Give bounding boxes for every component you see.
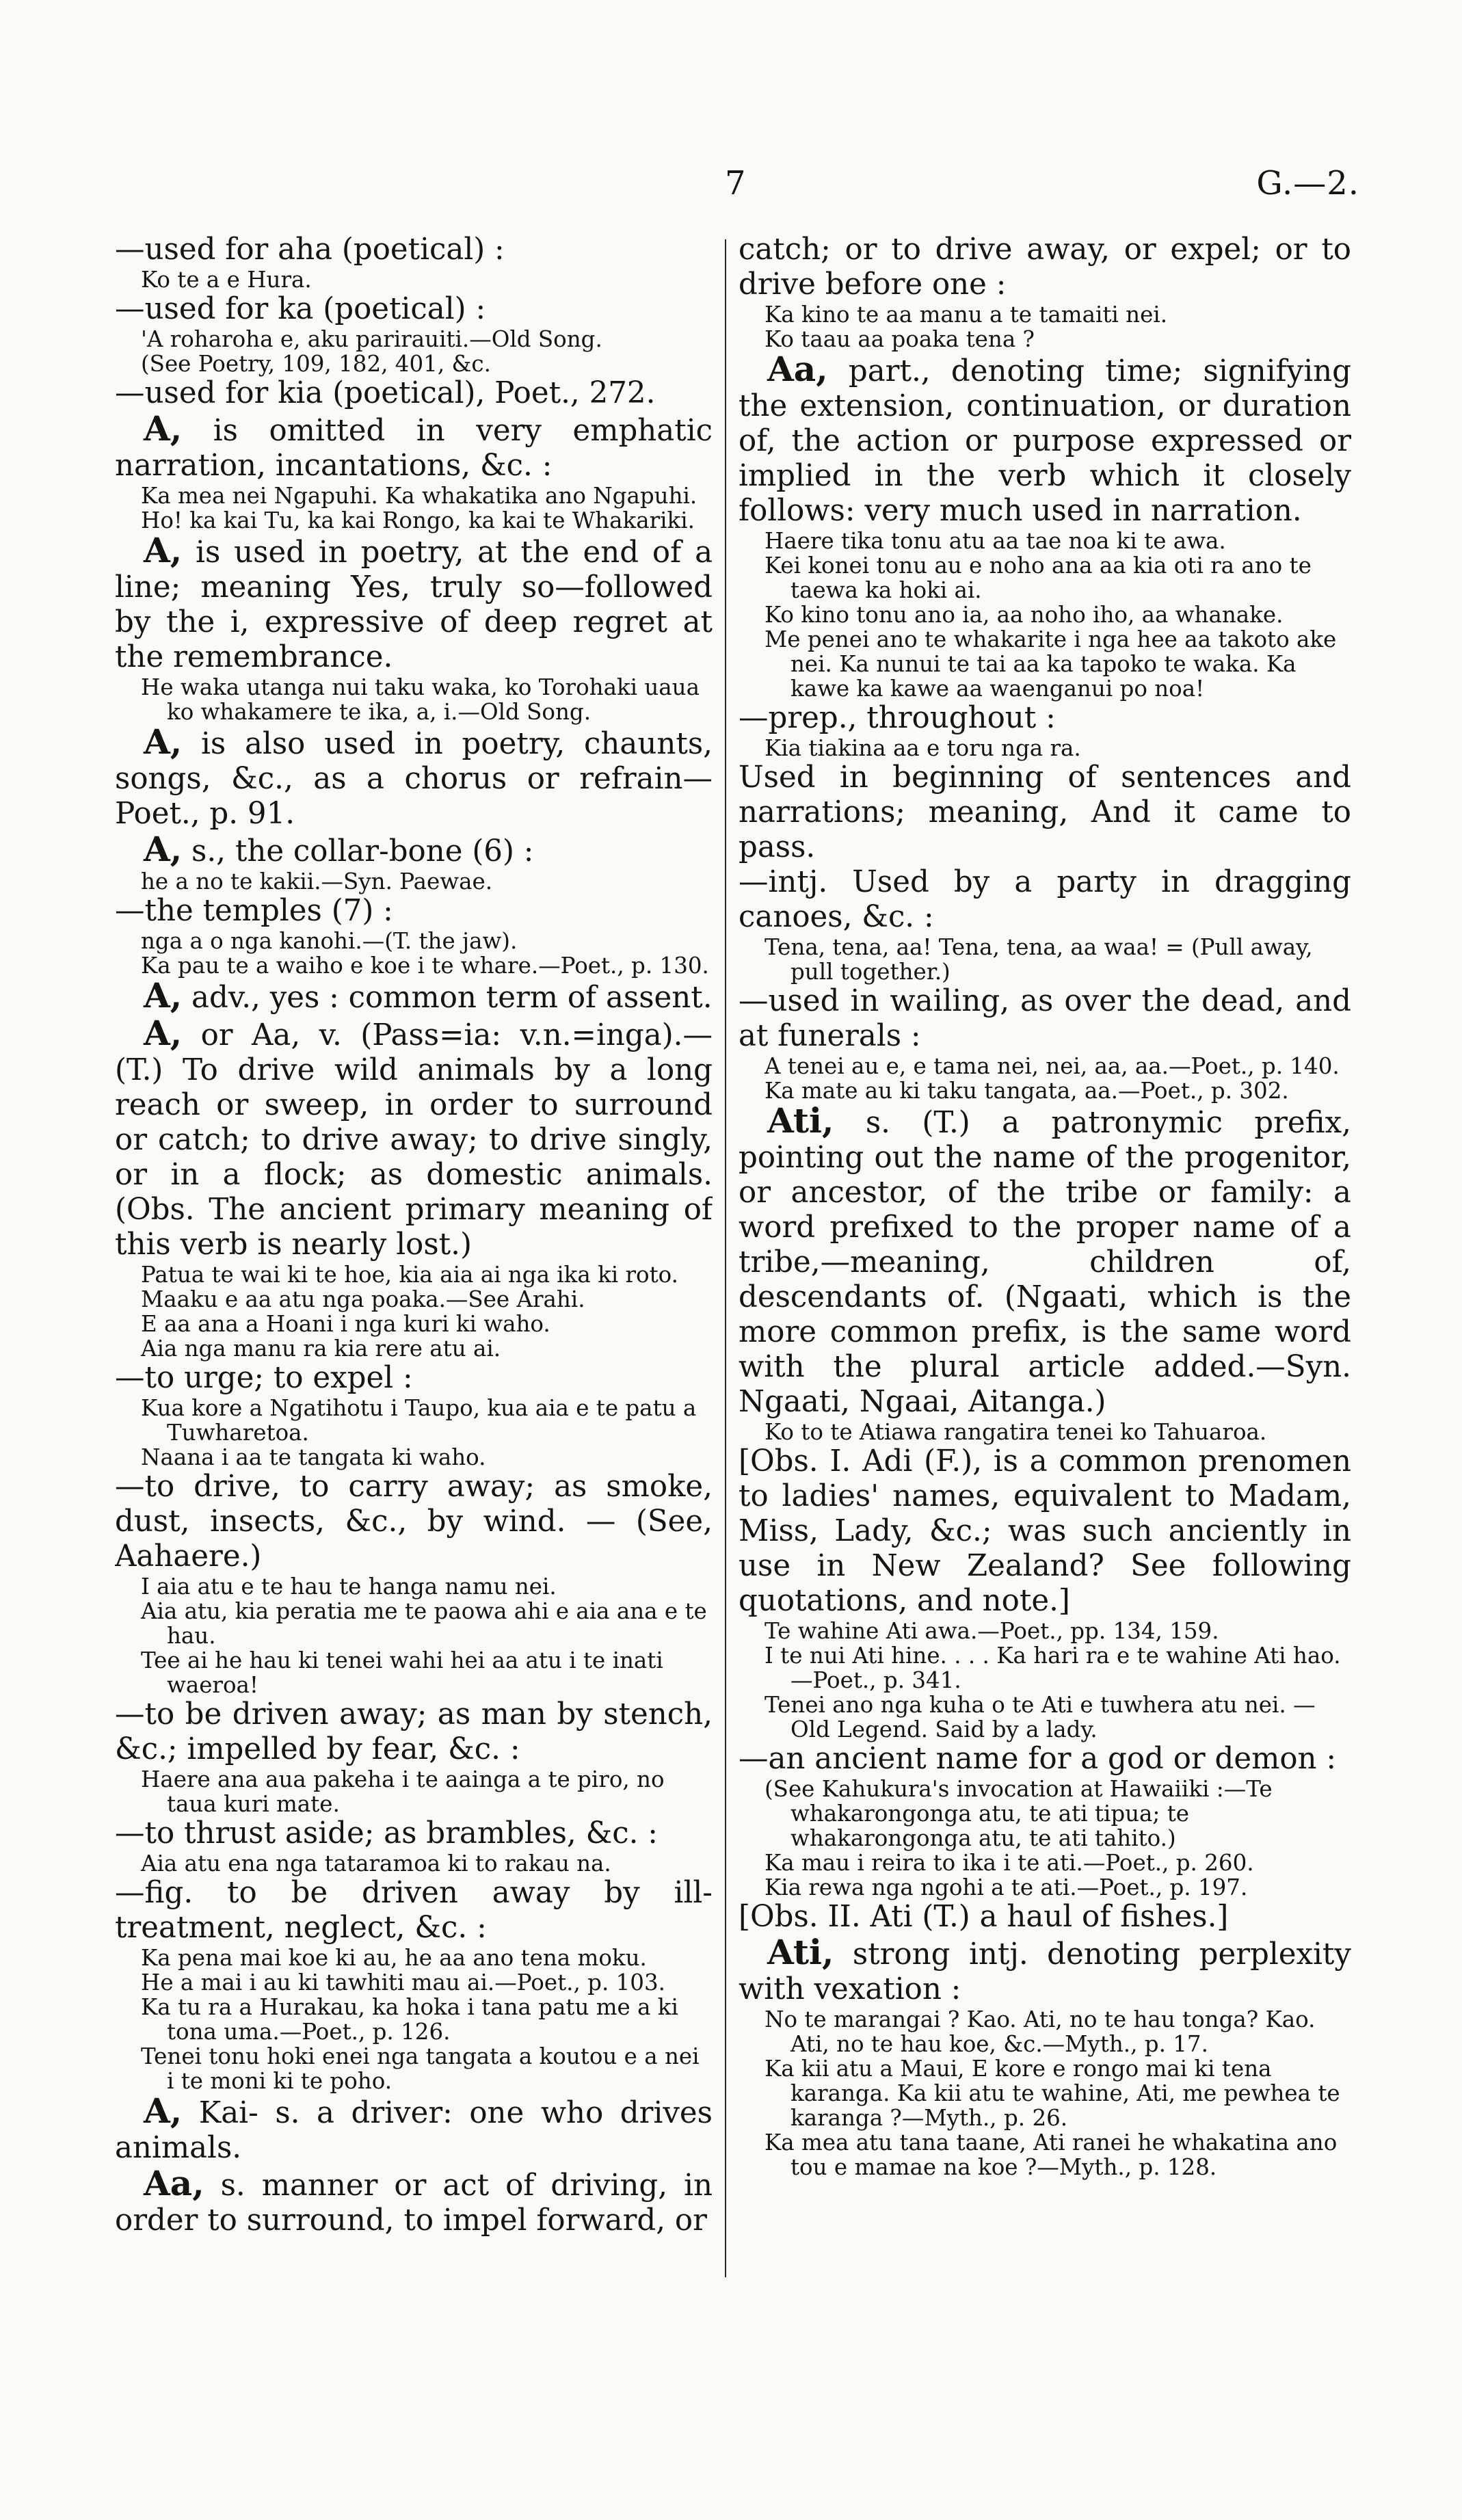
entry-text: Naana i aa te tangata ki waho.: [141, 1444, 486, 1470]
example-line: [141, 1445, 713, 1470]
entry-paragraph: [115, 1361, 713, 1396]
entry-paragraph: [115, 1876, 713, 1946]
example-line: [765, 1693, 1351, 1742]
entry-paragraph: [115, 2093, 713, 2166]
entry-text: Aia atu ena nga tataramoa ki to rakau na.: [141, 1851, 611, 1876]
entry-text: 'A roharoha e, aku parirauiti.—Old Song.: [141, 326, 602, 352]
example-line: [141, 1287, 713, 1312]
entry-text: Ka mea nei Ngapuhi. Ka whakatika ano Ngapuhi.: [141, 483, 697, 509]
entry-text: —an ancient name for a god or demon :: [739, 1742, 1337, 1776]
entry-paragraph: [739, 1900, 1351, 1935]
entry-paragraph: [115, 292, 713, 327]
entry-text: (See Kahukura's invocation at Hawaiiki :—Te whakarongonga atu, te ati tipua; te whakarongonga atu, te ati tahito.): [765, 1776, 1273, 1851]
entry-text: Tenei ano nga kuha o te Ati e tuwhera atu nei. —Old Legend. Said by a lady.: [765, 1692, 1316, 1742]
entry-paragraph: [115, 1013, 713, 1262]
entry-text: nga a o nga kanohi.—(T. the jaw).: [141, 928, 518, 954]
entry-paragraph: [115, 1470, 713, 1574]
example-line: [141, 929, 713, 953]
entry-text: —used for aha (poetical) :: [115, 233, 505, 267]
entry-paragraph: [115, 1697, 713, 1767]
entry-text: or Aa, v. (Pass=ia: v.n.=inga).—(T.) To drive wild animals by a long reach or sweep, in order to surround or catch; to drive away; to drive singly, or in a flock; as domestic animals. (Obs. The ancient primary meaning of this verb is nearly lost.): [115, 1018, 713, 1262]
example-line: [141, 869, 713, 894]
example-line: [765, 2130, 1351, 2179]
example-line: [141, 1396, 713, 1445]
entry-text: he a no te kakii.—Syn. Paewae.: [141, 868, 493, 894]
entry-text: (See Poetry, 109, 182, 401, &c.: [141, 351, 491, 377]
entry-text: —fig. to be driven away by ill-treatment, neglect, &c. :: [115, 1876, 713, 1945]
headword: A,: [144, 2091, 183, 2131]
entry-text: E aa ana a Hoani i nga kuri ki waho.: [141, 1311, 550, 1337]
entry-text: Aia nga manu ra kia rere atu ai.: [141, 1336, 501, 1362]
headword: A,: [144, 408, 183, 449]
entry-paragraph: [739, 984, 1351, 1054]
entry-text: He a mai i au ki tawhiti mau ai.—Poet., p. 103.: [141, 1969, 665, 1995]
entry-text: A tenei au e, e tama nei, nei, aa, aa.—Poet., p. 140.: [765, 1053, 1340, 1079]
entry-text: —intj. Used by a party in dragging canoes, &c. :: [739, 865, 1351, 934]
entry-paragraph: [739, 1742, 1351, 1777]
entry-paragraph: [739, 349, 1351, 529]
entry-text: Kai- s. a driver: one who drives animals.: [115, 2096, 713, 2165]
headword: A,: [144, 721, 183, 762]
entry-text: is also used in poetry, chaunts, songs, &c., as a chorus or refrain—Poet., p. 91.: [115, 727, 713, 831]
example-line: [765, 1054, 1351, 1078]
entry-text: is used in poetry, at the end of a line; meaning Yes, truly so—followed by the i, expressive of deep regret at the remembrance.: [115, 535, 713, 674]
example-line: [765, 935, 1351, 984]
headword: Ati,: [767, 1100, 834, 1141]
entry-text: Tena, tena, aa! Tena, tena, aa waa! = (Pull away, pull together.): [765, 934, 1313, 985]
entry-text: [Obs. I. Adi (F.), is a common prenomen to ladies' names, equivalent to Madam, Miss, Lady, &c.; was such anciently in use in New Zealand? See following quotations, and note.]: [739, 1444, 1351, 1618]
example-line: [765, 1643, 1351, 1693]
entry-text: Haere tika tonu atu aa tae noa ki te awa.: [765, 528, 1226, 554]
entry-text: Kia rewa nga ngohi a te ati.—Poet., p. 197.: [765, 1874, 1248, 1900]
headword: A,: [144, 1013, 183, 1053]
headword: Aa,: [144, 2163, 204, 2203]
entry-text: Ka tu ra a Hurakau, ka hoka i tana patu me a ki tona uma.—Poet., p. 126.: [141, 1994, 678, 2045]
example-line: [765, 529, 1351, 553]
entry-text: Ka mea atu tana taane, Ati ranei he whakatina ano tou e mamae na koe ?—Myth., p. 128.: [765, 2130, 1338, 2180]
left-column: [115, 233, 713, 2332]
entry-text: Ko te a e Hura.: [141, 267, 312, 293]
example-line: [141, 2044, 713, 2093]
entry-paragraph: [739, 233, 1351, 302]
example-line: [765, 1420, 1351, 1444]
headword: Ati,: [767, 1932, 834, 1972]
entry-text: I te nui Ati hine. . . . Ka hari ra e te wahine Ati hao.—Poet., p. 341.: [765, 1643, 1341, 1693]
entry-text: Maaku e aa atu nga poaka.—See Arahi.: [141, 1286, 585, 1312]
entry-paragraph: [115, 530, 713, 675]
entry-text: strong intj. denoting perplexity with vexation :: [739, 1937, 1351, 2006]
example-line: [141, 327, 713, 352]
example-line: [765, 1851, 1351, 1875]
entry-text: Used in beginning of sentences and narrations; meaning, And it came to pass.: [739, 760, 1351, 864]
example-line: [765, 1875, 1351, 1900]
entry-text: Ka mate au ki taku tangata, aa.—Poet., p. 302.: [765, 1078, 1289, 1104]
example-line: [141, 1851, 713, 1876]
example-line: [141, 1574, 713, 1599]
entry-text: —to drive, to carry away; as smoke, dust, insects, &c., by wind. — (See, Aahaere.): [115, 1470, 713, 1574]
entry-text: —used for ka (poetical) :: [115, 292, 486, 326]
entry-text: Ka kino te aa manu a te tamaiti nei.: [765, 302, 1168, 328]
entry-text: Aia atu, kia peratia me te paowa ahi e aia ana e te hau.: [141, 1598, 707, 1649]
entry-text: —prep., throughout :: [739, 701, 1056, 735]
entry-text: Ko taau aa poaka tena ?: [765, 326, 1035, 352]
example-line: [141, 1599, 713, 1648]
example-line: [141, 1767, 713, 1816]
page-number: 7: [725, 164, 746, 202]
entry-text: Te wahine Ati awa.—Poet., pp. 134, 159.: [765, 1618, 1219, 1644]
entry-paragraph: [115, 2163, 713, 2238]
entry-text: Ko to te Atiawa rangatira tenei ko Tahuaroa.: [765, 1419, 1267, 1445]
entry-paragraph: [115, 975, 713, 1016]
example-line: [141, 267, 713, 292]
entry-paragraph: [115, 233, 713, 267]
entry-text: adv., yes : common term of assent.: [182, 981, 713, 1015]
entry-paragraph: [115, 408, 713, 483]
example-line: [765, 553, 1351, 602]
entry-text: Haere ana aua pakeha i te aainga a te piro, no taua kuri mate.: [141, 1766, 665, 1817]
entry-text: Patua te wai ki te hoe, kia aia ai nga ika ki roto.: [141, 1262, 678, 1288]
entry-paragraph: [739, 1444, 1351, 1619]
entry-paragraph: [739, 865, 1351, 935]
entry-paragraph: [739, 1932, 1351, 2007]
example-line: [141, 675, 713, 724]
example-line: [765, 602, 1351, 627]
entry-text: —the temples (7) :: [115, 894, 393, 928]
entry-paragraph: [739, 760, 1351, 865]
entry-text: is omitted in very emphatic narration, incantations, &c. :: [115, 414, 713, 483]
document-code: G.—2.: [1256, 164, 1359, 202]
headword: A,: [144, 975, 183, 1016]
entry-paragraph: [739, 1100, 1351, 1420]
entry-text: He waka utanga nui taku waka, ko Torohaki uaua ko whakamere te ika, a, i.—Old Song.: [141, 674, 700, 725]
example-line: [765, 627, 1351, 701]
entry-paragraph: [115, 721, 713, 832]
entry-text: Tee ai he hau ki tenei wahi hei aa atu i te inati waeroa!: [141, 1647, 663, 1698]
entry-text: s. (T.) a patronymic prefix, pointing out the name of the progenitor, or ancestor, of the tribe or family: a word prefixed to the proper name of a tribe,—meaning, children of, descendants of. (Ngaati, which is the more common prefix, is the same word with the plural article added.—Syn. Ngaati, Ngaai, Aitanga.): [739, 1106, 1351, 1419]
example-line: [141, 508, 713, 533]
column-divider: [725, 239, 726, 2277]
entry-text: I aia atu e te hau te hanga namu nei.: [141, 1574, 557, 1600]
entry-text: Ka pena mai koe ki au, he aa ano tena moku.: [141, 1945, 647, 1971]
headword: Aa,: [767, 349, 828, 389]
entry-text: s., the collar-bone (6) :: [182, 834, 534, 868]
example-line: [141, 1946, 713, 1970]
entry-text: Me penei ano te whakarite i nga hee aa takoto ake nei. Ka nunui te tai aa ka tapoko te waka. Ka kawe ka kawe aa waenganui po noa!: [765, 626, 1337, 702]
entry-text: Kua kore a Ngatihotu i Taupo, kua aia e te patu a Tuwharetoa.: [141, 1395, 697, 1446]
entry-text: —to urge; to expel :: [115, 1361, 413, 1395]
headword: A,: [144, 829, 183, 869]
entry-paragraph: [115, 1816, 713, 1851]
example-line: [141, 1312, 713, 1336]
entry-text: —used for kia (poetical), Poet., 272.: [115, 376, 656, 410]
entry-text: Tenei tonu hoki enei nga tangata a koutou e a nei i te moni ki te poho.: [141, 2043, 700, 2094]
example-line: [765, 736, 1351, 760]
example-line: [141, 1970, 713, 1995]
headword: A,: [144, 530, 183, 570]
example-line: [765, 1777, 1351, 1851]
entry-text: part., denoting time; signifying the extension, continuation, or duration of, the action or purpose expressed or implied in the verb which it closely follows: very much used in narration.: [739, 354, 1351, 528]
example-line: [141, 1648, 713, 1697]
entry-paragraph: [115, 829, 713, 869]
entry-text: Ho! ka kai Tu, ka kai Rongo, ka kai te Whakariki.: [141, 507, 695, 533]
entry-text: catch; or to drive away, or expel; or to drive before one :: [739, 233, 1351, 302]
entry-text: Kia tiakina aa e toru nga ra.: [765, 735, 1081, 761]
example-line: [141, 953, 713, 978]
example-line: [765, 327, 1351, 352]
entry-paragraph: [115, 376, 713, 411]
example-line: [141, 483, 713, 508]
example-line: [765, 302, 1351, 327]
entry-text: s. manner or act of driving, in order to surround, to impel forward, or: [115, 2168, 713, 2238]
example-line: [765, 1078, 1351, 1103]
entry-text: Ka mau i reira to ika i te ati.—Poet., p. 260.: [765, 1850, 1254, 1876]
example-line: [765, 1619, 1351, 1643]
entry-paragraph: [115, 894, 713, 929]
example-line: [141, 1262, 713, 1287]
entry-text: —used in wailing, as over the dead, and at funerals :: [739, 984, 1351, 1053]
entry-text: Ka pau te a waiho e koe i te whare.—Poet., p. 130.: [141, 953, 709, 979]
entry-text: No te marangai ? Kao. Ati, no te hau tonga? Kao. Ati, no te hau koe, &c.—Myth., p. 17.: [765, 2006, 1316, 2057]
example-line: [141, 352, 713, 376]
entry-text: [Obs. II. Ati (T.) a haul of fishes.]: [739, 1900, 1229, 1934]
entry-paragraph: [739, 701, 1351, 736]
example-line: [765, 2007, 1351, 2056]
entry-text: —to be driven away; as man by stench, &c.; impelled by fear, &c. :: [115, 1697, 713, 1766]
entry-text: Ka kii atu a Maui, E kore e rongo mai ki tena karanga. Ka kii atu te wahine, Ati, me pewhea te karanga ?—Myth., p. 26.: [765, 2056, 1340, 2131]
entry-text: Ko kino tonu ano ia, aa noho iho, aa whanake.: [765, 602, 1284, 628]
entry-text: Kei konei tonu au e noho ana aa kia oti ra ano te taewa ka hoki ai.: [765, 553, 1312, 603]
example-line: [141, 1336, 713, 1361]
right-column: [739, 233, 1351, 2332]
example-line: [765, 2056, 1351, 2130]
entry-text: —to thrust aside; as brambles, &c. :: [115, 1816, 658, 1851]
example-line: [141, 1995, 713, 2044]
